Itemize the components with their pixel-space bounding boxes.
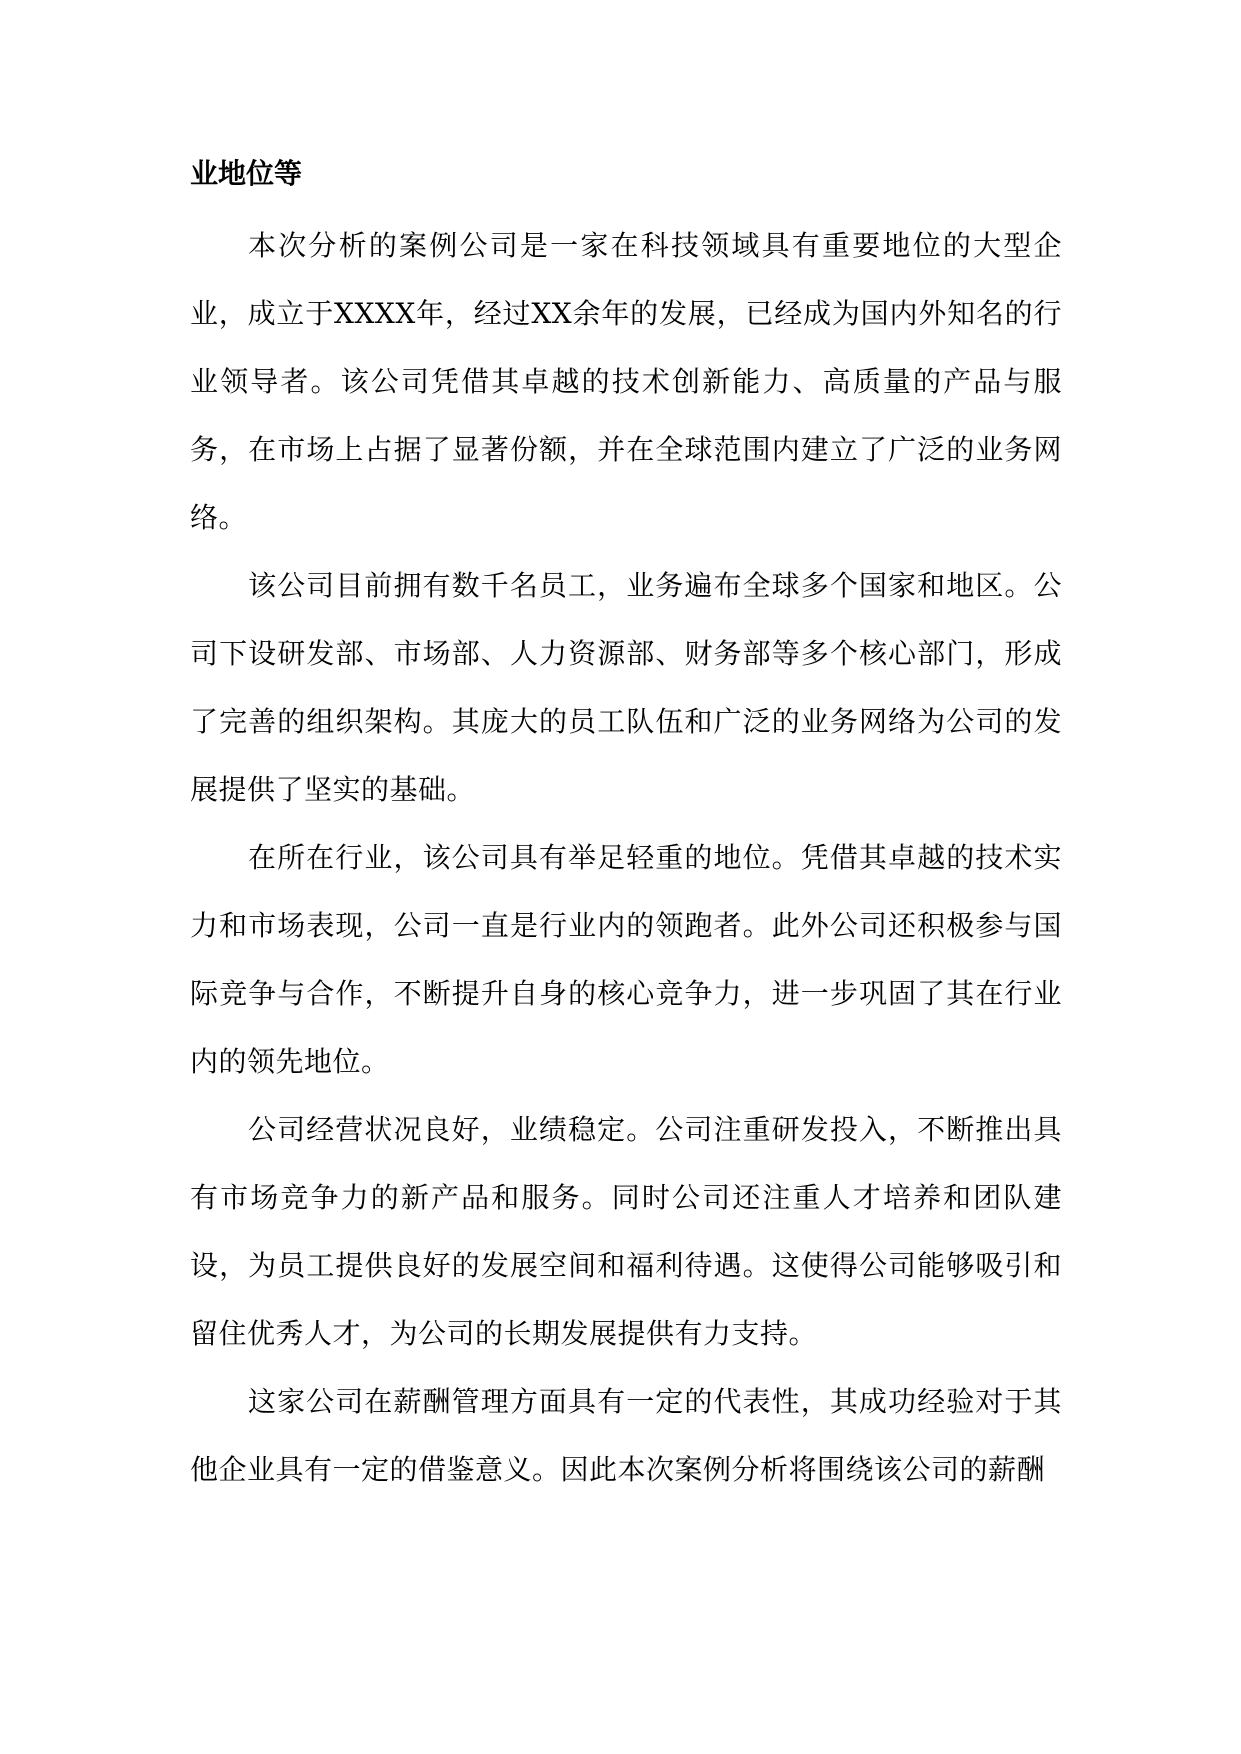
paragraph-operations: 公司经营状况良好，业绩稳定。公司注重研发投入，不断推出具有市场竞争力的新产品和服务。同时公司还注重人才培养和团队建设，为员工提供良好的发展空间和福利待遇。这使得公司能够吸引和留住优秀人才，为公司的长期发展提供有力支持。 — [190, 1113, 1062, 1350]
section-heading: 业地位等 — [190, 157, 303, 190]
paragraph-organization: 该公司目前拥有数千名员工，业务遍布全球多个国家和地区。公司下设研发部、市场部、人力资源部、财务部等多个核心部门，形成了完善的组织架构。其庞大的员工队伍和广泛的业务网络为公司的发展提供了坚实的基础。 — [190, 569, 1062, 806]
paragraph-company-overview: 本次分析的案例公司是一家在科技领域具有重要地位的大型企业，成立于XXXX年，经过XX余年的发展，已经成为国内外知名的行业领导者。该公司凭借其卓越的技术创新能力、高质量的产品与服务，在市场上占据了显著份额，并在全球范围内建立了广泛的业务网络。 — [190, 229, 1062, 534]
paragraph-compensation-intro: 这家公司在薪酬管理方面具有一定的代表性，其成功经验对于其他企业具有一定的借鉴意义。因此本次案例分析将围绕该公司的薪酬 — [190, 1385, 1062, 1486]
paragraph-industry-position: 在所在行业，该公司具有举足轻重的地位。凭借其卓越的技术实力和市场表现，公司一直是行业内的领跑者。此外公司还积极参与国际竞争与合作，不断提升自身的核心竞争力，进一步巩固了其在行业内的领先地位。 — [190, 841, 1062, 1078]
document-body — [190, 146, 1062, 1504]
